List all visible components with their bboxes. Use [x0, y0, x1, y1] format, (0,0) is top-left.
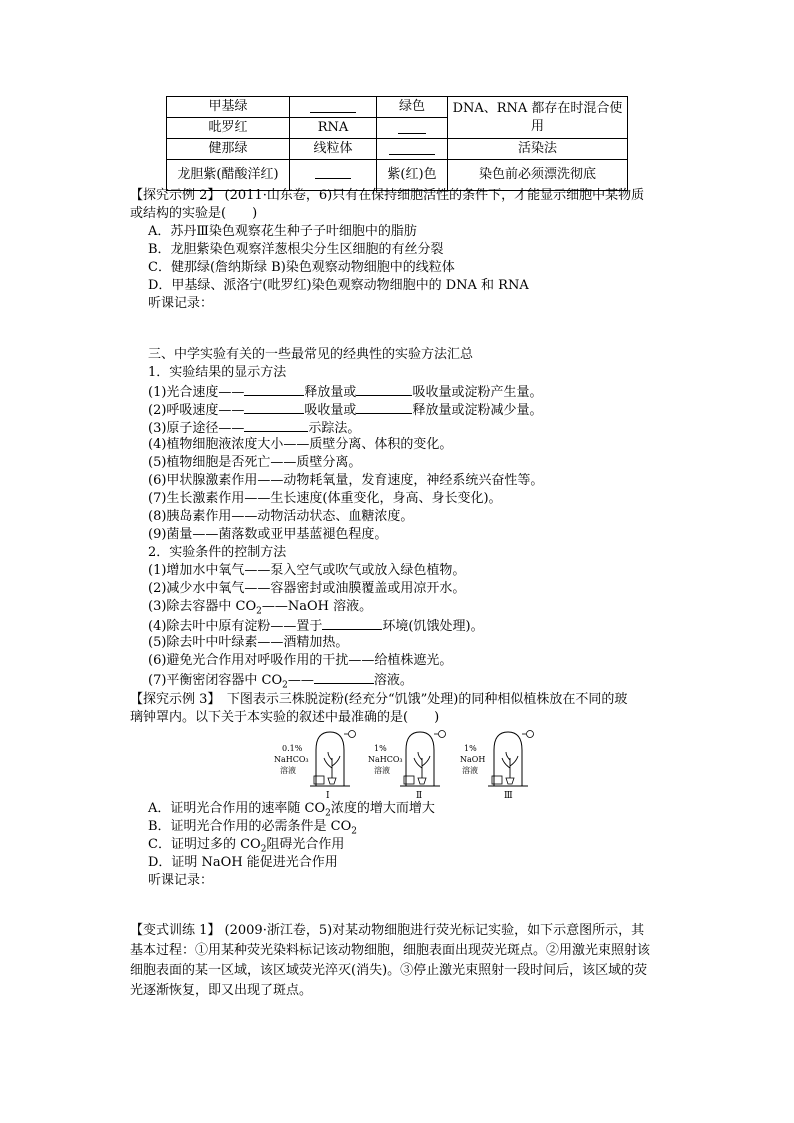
jar-label: 溶液: [462, 766, 478, 775]
text: (3)除去容器中 CO: [148, 599, 257, 614]
blank-line: [244, 418, 308, 432]
subscript: 2: [325, 808, 331, 819]
table-cell: 绿色: [377, 97, 448, 118]
table-cell: [377, 118, 448, 139]
text: 环境(饥饿处理)。: [382, 619, 484, 634]
table-cell: 龙胆紫(醋酸洋红): [167, 160, 290, 191]
jar-label: NaHCO₃: [368, 755, 403, 764]
option-d: D．甲基绿、派洛宁(吡罗红)染色观察动物细胞中的 DNA 和 RNA: [148, 278, 529, 293]
blank-line: [244, 382, 304, 396]
example-3-stem: 【探究示例 3】 下图表示三株脱淀粉(经充分“饥饿”处理)的同种相似植株放在不同的玻: [130, 692, 628, 707]
text: 示踪法。: [308, 421, 361, 436]
variant-training-text: 【变式训练 1】 (2009·浙江卷，5)对某动物细胞进行荧光标记实验，如下示意图所示，其: [130, 923, 645, 938]
text: 浓度的增大而增大: [330, 801, 435, 816]
option-a: A．苏丹Ⅲ染色观察花生种子子叶细胞中的脂肪: [148, 224, 417, 239]
table-cell: 染色前必须漂洗彻底: [448, 160, 628, 191]
light-icon: [527, 731, 534, 738]
subsection-title: 1．实验结果的显示方法: [148, 365, 287, 380]
method-item: (9)菌量——菌落数或亚甲基蓝褪色程度。: [148, 527, 388, 542]
table-row: [167, 139, 628, 160]
bell-jar-figure: [270, 728, 570, 800]
table-cell: [290, 160, 377, 191]
subscript: 2: [282, 680, 288, 691]
blank-line: [389, 142, 435, 155]
example-2-stem: 或结构的实验是( ): [130, 206, 258, 221]
method-item: (4)植物细胞液浓度大小——质壁分离、体积的变化。: [148, 437, 453, 452]
jar-label: 0.1%: [282, 744, 303, 753]
text: A．证明光合作用的速率随 CO: [148, 801, 326, 816]
control-item: (6)避免光合作用对呼吸作用的干扰——给植株遮光。: [148, 653, 453, 668]
control-item: (2)减少水中氧气——容器密封或油膜覆盖或用凉开水。: [148, 581, 466, 596]
bell-jar-2: [368, 731, 446, 801]
text: 释放量或: [304, 385, 357, 400]
text: (3)原子途径——: [148, 421, 245, 436]
plant-icon: [414, 752, 430, 778]
method-item: (5)植物细胞是否死亡——质壁分离。: [148, 455, 362, 470]
text: 溶液。: [373, 673, 413, 688]
table-cell: 健那绿: [167, 139, 290, 160]
stain-table: [166, 96, 628, 191]
jar-label: 溶液: [280, 766, 296, 775]
variant-training-text: 基本过程：①用某种荧光染料标记该动物细胞，细胞表面出现荧光斑点。②用激光束照射该: [130, 943, 651, 958]
method-item: [148, 418, 360, 438]
text: (7)平衡密闭容器中 CO: [148, 673, 283, 688]
bell-jar-1: [274, 731, 356, 801]
control-item: [148, 616, 484, 636]
jar-label: NaHCO₃: [274, 755, 309, 764]
subsection-title: 2．实验条件的控制方法: [148, 545, 287, 560]
table-cell: [377, 139, 448, 160]
table-cell: 甲基绿: [167, 97, 290, 118]
blank-line: [310, 100, 356, 113]
text: ——NaOH 溶液。: [261, 599, 373, 614]
table-cell: 紫(红)色: [377, 160, 448, 191]
text: C．证明过多的 CO: [148, 837, 261, 852]
table-cell: 活染法: [448, 139, 628, 160]
option-b: B．龙胆紫染色观察洋葱根尖分生区细胞的有丝分裂: [148, 242, 444, 257]
jar-label: 溶液: [374, 766, 390, 775]
blank-line: [315, 170, 351, 179]
table-cell: 吡罗红: [167, 118, 290, 139]
method-item: [148, 400, 542, 420]
table-cell: 线粒体: [290, 139, 377, 160]
variant-training-text: 细胞表面的某一区域，该区域荧光淬灭(消失)。③停止激光束照射一段时间后，该区域的荧: [130, 963, 648, 978]
light-icon: [349, 731, 356, 738]
method-item: (6)甲状腺激素作用——动物耗氧量，发育速度，神经系统兴奋性等。: [148, 473, 544, 488]
blank-line: [356, 382, 412, 396]
subscript: 2: [256, 606, 262, 617]
subscript: 2: [351, 826, 358, 837]
text: ——: [287, 673, 314, 688]
table-row: [167, 160, 628, 191]
table-cell: RNA: [290, 118, 377, 139]
class-note-label: 听课记录：: [148, 296, 214, 311]
example-2-stem: 【探究示例 2】 (2011·山东卷，6)只有在保持细胞活性的条件下，才能显示细胞中某物质: [130, 188, 645, 203]
text: (4)除去叶中原有淀粉——置于: [148, 619, 323, 634]
jar-label: 1%: [374, 744, 387, 753]
text: (1)光合速度——: [148, 385, 245, 400]
blank-line: [314, 670, 374, 684]
method-item: [148, 382, 542, 402]
blank-line: [356, 400, 412, 414]
text: 吸收量或淀粉产生量。: [412, 385, 543, 400]
control-item: (5)除去叶中叶绿素——酒精加热。: [148, 635, 349, 650]
option-c: C．健那绿(詹纳斯绿 B)染色观察动物细胞中的线粒体: [148, 260, 455, 275]
control-item: (1)增加水中氧气——泵入空气或吹气或放入绿色植物。: [148, 563, 466, 578]
table-cell: DNA、RNA 都存在时混合使用: [448, 97, 628, 139]
light-icon: [439, 731, 446, 738]
jar-numeral: Ⅲ: [504, 791, 513, 800]
table-row: [167, 97, 628, 118]
text: 阻碍光合作用: [266, 837, 345, 852]
blank-line: [398, 121, 426, 134]
blank-line: [322, 616, 382, 630]
method-item: (8)胰岛素作用——动物活动状态、血糖浓度。: [148, 509, 414, 524]
text: 吸收量或: [304, 403, 357, 418]
blank-line: [244, 400, 304, 414]
table-cell: [290, 97, 377, 118]
example-3-stem: 璃钟罩内。以下关于本实验的叙述中最准确的是( ): [130, 710, 440, 725]
variant-training-text: 光逐渐恢复，即又出现了斑点。: [130, 983, 313, 998]
section-title: 三、中学实验有关的一些最常见的经典性的实验方法汇总: [148, 347, 474, 362]
class-note-label: 听课记录：: [148, 873, 214, 888]
jar-numeral: Ⅱ: [416, 791, 423, 800]
option-d: D．证明 NaOH 能促进光合作用: [148, 855, 338, 870]
plant-icon: [502, 752, 518, 778]
jar-numeral: Ⅰ: [326, 791, 330, 800]
method-item: (7)生长激素作用——生长速度(体重变化，身高、身长变化)。: [148, 491, 502, 506]
subscript: 2: [260, 844, 267, 855]
text: (2)呼吸速度——: [148, 403, 245, 418]
text: 释放量或淀粉减少量。: [412, 403, 543, 418]
text: B．证明光合作用的必需条件是 CO: [148, 819, 352, 834]
jar-label: NaOH: [460, 755, 486, 764]
plant-icon: [324, 752, 340, 778]
bell-jar-3: [460, 731, 534, 801]
jar-label: 1%: [464, 744, 477, 753]
